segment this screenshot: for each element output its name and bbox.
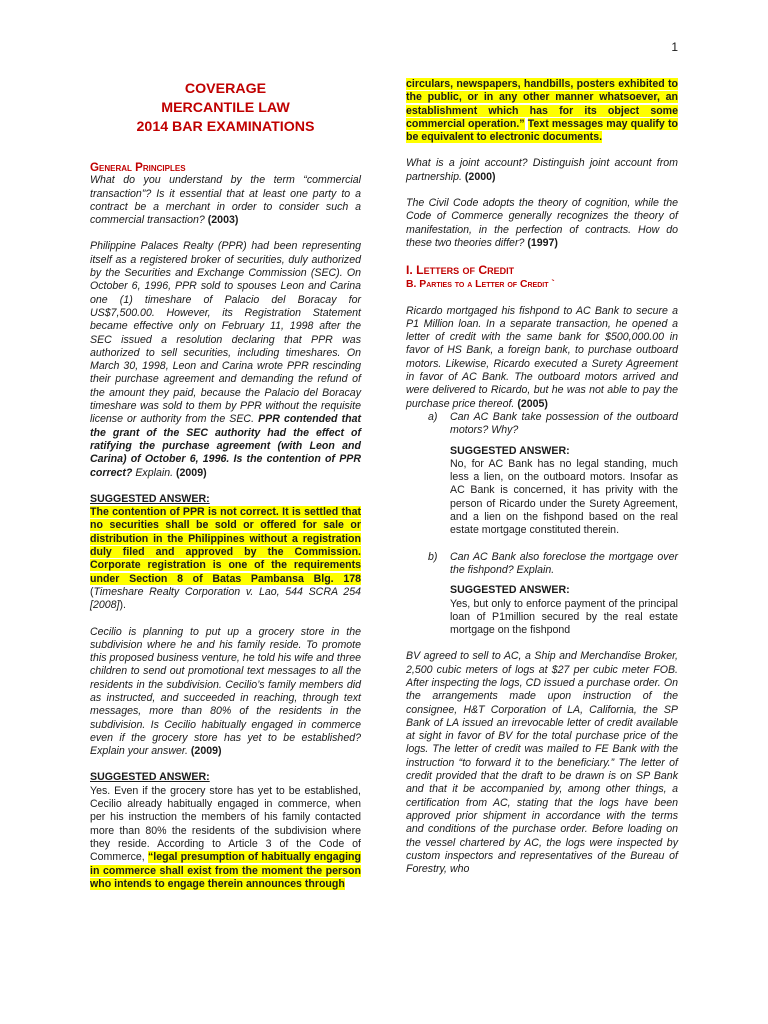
title-line-1: COVERAGE <box>184 81 267 97</box>
answer-text: No, for AC Bank has no legal standing, much less a lien, on the outboard motors. Insofar as AC Bank is concerned, it has privity with the person of Ricardo under the Surety Agreement, and a lien on the fishpond based on the real estate mortgage constituted therein. <box>450 457 678 537</box>
question-bv-logs: BV agreed to sell to AC, a Ship and Merchandise Broker, 2,500 cubic meters of logs at $27 per cubic meter FOB. After inspecting the logs, CD issued a purchase order. On the arrangements made upon instruction of the consignee, H&T Corporation of LA, California, the SP Bank of LA issued an irrevocable letter of credit available at sight in favor of BV for the total purchase price of the logs. The letter of credit was mailed to FE Bank with the instruction “to forward it to the beneficiary.” The letter of credit provided that the draft to be drawn is on SP Bank and that it be accompanied by, among other things, a certification from AC, stating that the logs have been approved prior shipment in accordance with the terms and conditions of the purchase order. Before loading on the vessel chartered by AC, the logs were inspected by custom inspectors and representatives of the Bureau of Forestry, who <box>406 650 678 876</box>
subsection-heading-parties: B. Parties to a Letter of Credit ` <box>406 279 555 291</box>
question-text: Philippine Palaces Realty (PPR) had been representing itself as a registered broker of securities, duly authorized by the Securities and Exchange Commission (SEC). On October 6, 1996, PPR sold to spouses Leon and Carina one (1) timeshare of Palacio del Boracay for US$7,500.00. However, its Registration Statement became effective only on February 11, 1998 after the SEC issued a resolution declaring that PPR was authorized to sell securities, including timeshares. On March 30, 1998, Leon and Carina wrote PPR rescinding their purchase agreement and demanding the refund of the amount they paid, because the Palacio del Boracay timeshare was sold to them by PPR without the requisite license or authority from the SEC. <box>90 240 361 426</box>
answer-cecilio <box>90 785 361 891</box>
answer-b <box>450 584 678 637</box>
question-emphasis: PPR contended that the grant of the SEC authority had the effect of ratifying the purchase agreement (with Leon and Carina) of October 6, 1996. Is the contention of PPR correct? <box>90 413 361 479</box>
question-cognition <box>406 197 678 250</box>
document-title <box>90 80 361 137</box>
answer-ppr <box>90 506 361 612</box>
section-heading-general-principles: General Principles <box>90 161 186 174</box>
question-text: What is a joint account? Distinguish joint account from partnership. <box>406 157 678 183</box>
section-heading-letters-of-credit: I. Letters of Credit <box>406 263 515 278</box>
question-ppr <box>90 240 361 479</box>
question-year: (1997) <box>527 236 558 249</box>
sub-question-label: b) <box>428 550 438 563</box>
question-year: (2009) <box>190 745 222 758</box>
question-joint-account <box>406 157 678 184</box>
answer-highlight-2: Text messages may qualify to be equivalent to electronic documents. <box>406 117 678 144</box>
continued-answer <box>406 78 678 144</box>
citation: Timeshare Realty Corporation v. Lao, 544 SCRA 254 [2008] <box>90 585 361 612</box>
answer-highlight: The contention of PPR is not correct. It is settled that no securities shall be sold or offered for sale or distribution in the Philippines without a registration duly filed and approved by the Commission. Corporate registration is one of the requirements under Section 8 of Batas Pambansa Blg. 178 <box>90 506 361 585</box>
answer-text: Yes, but only to enforce payment of the principal loan of P1million secured by the real estate mortgage on the fishpond <box>450 597 678 637</box>
question-tail: Explain. <box>135 466 174 479</box>
question-text: The Civil Code adopts the theory of cognition, while the Code of Commerce generally recognizes the theory of manifestation, in the perfection of contracts. How do these two theories differ? <box>406 197 678 249</box>
sub-question-a <box>406 411 678 438</box>
title-line-2: MERCANTILE LAW <box>161 100 290 116</box>
citation-close: ). <box>119 599 126 612</box>
question-text: Cecilio is planning to put up a grocery store in the subdivision where he and his family reside. To promote this proposed business venture, he told his wife and three children to send out promotional text messages to all the residents in the subdivision. Cecilio’s family members did as instructed, and succeeded in reaching, through text messages, more than 80% of the residents in the subdivision. Is Cecilio habitually engaged in commerce even if the grocery store has yet to be established? Explain your answer. <box>90 625 361 758</box>
question-year: (2000) <box>464 170 496 183</box>
sub-question-text: Can AC Bank take possession of the outboard motors? Why? <box>450 410 678 437</box>
page-number: 1 <box>671 40 678 54</box>
answer-a <box>450 445 678 538</box>
sub-question-label: a) <box>428 410 438 423</box>
answer-highlight: circulars, newspapers, handbills, posters exhibited to the public, or in any other manner whatsoever, an establishment which has for its object some commercial operation.” <box>406 78 678 130</box>
suggested-answer-heading: SUGGESTED ANSWER: <box>450 584 570 597</box>
suggested-answer-heading: SUGGESTED ANSWER: <box>90 492 210 505</box>
question-year: (2009) <box>176 466 207 479</box>
title-line-3: 2014 BAR EXAMINATIONS <box>136 119 315 135</box>
suggested-answer-heading: SUGGESTED ANSWER: <box>450 444 570 457</box>
question-text: What do you understand by the term “commercial transaction”? Is it essential that at least one party to a contract be a merchant in order to consider such a commercial transaction? <box>90 174 361 227</box>
sub-question-b <box>406 551 678 578</box>
sub-question-text: Can AC Bank also foreclose the mortgage over the fishpond? Explain. <box>450 550 678 576</box>
question-commercial-transaction <box>90 174 361 227</box>
suggested-answer-heading: SUGGESTED ANSWER: <box>90 771 210 784</box>
answer-text: Yes. Even if the grocery store has yet to be established, Cecilio already habitually engaged in commerce, when per his instruction the members of his family contacted more than 80% the residents of the subdivision where they reside. According to Article 3 of the Code of Commerce, <box>90 784 361 864</box>
question-year: (2005) <box>517 397 548 410</box>
left-column <box>90 78 361 891</box>
question-ricardo <box>406 305 678 411</box>
citation-open: ( <box>90 585 94 598</box>
right-column <box>406 78 678 876</box>
answer-highlight: “legal presumption of habitually engaging in commerce shall exist from the moment the person who intends to engage therein announces through <box>90 851 361 890</box>
question-cecilio <box>90 626 361 759</box>
question-text: Ricardo mortgaged his fishpond to AC Bank to secure a P1 Million loan. In a separate transaction, he opened a letter of credit with the same bank for $500,000.00 in favor of HS Bank, a foreign bank, to purchase outboard motors. Likewise, Ricardo executed a Surety Agreement in favor of AC Bank. The outboard motors arrived and were delivered to Ricardo, but he was not able to pay the purchase price thereof. <box>406 304 678 410</box>
question-year: (2003) <box>207 214 239 227</box>
